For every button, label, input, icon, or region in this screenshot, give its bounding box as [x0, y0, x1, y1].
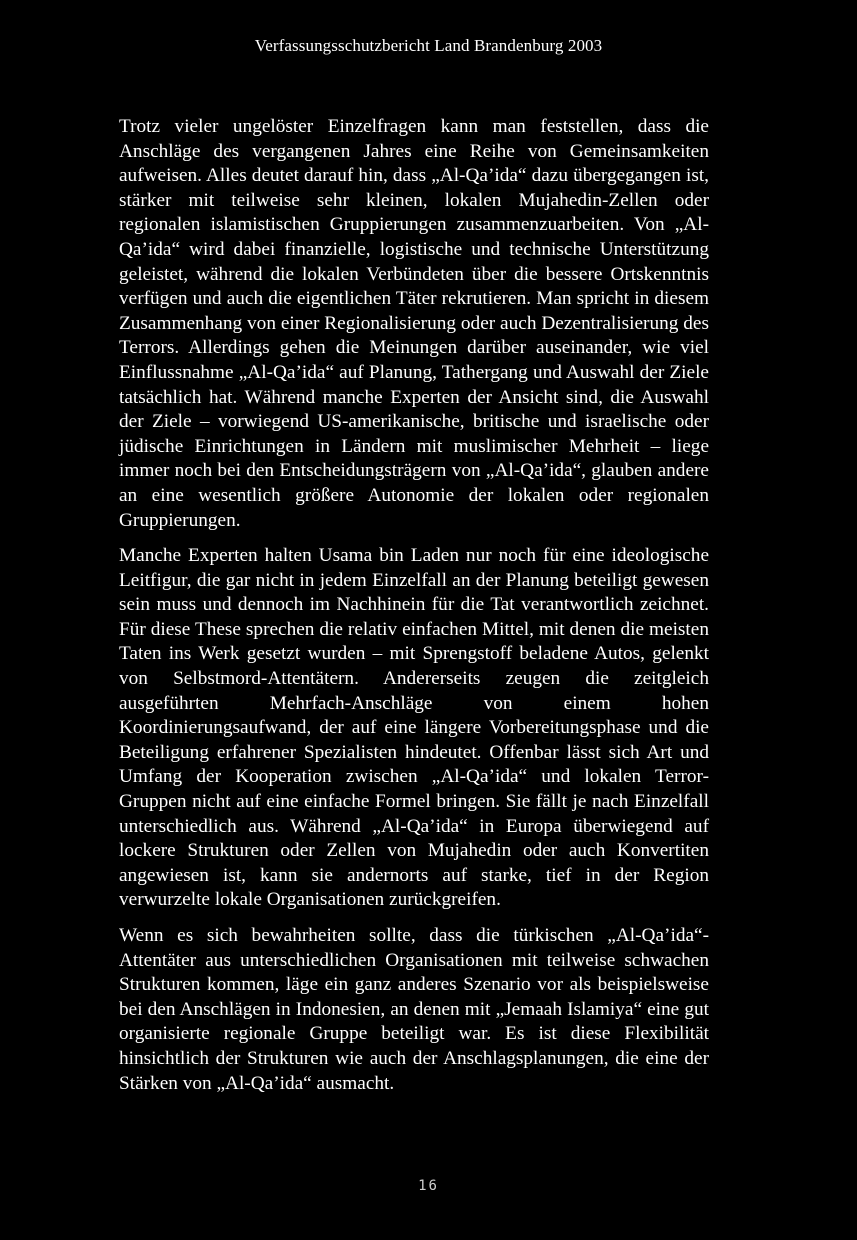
page-number: 16	[418, 1178, 439, 1194]
paragraph-3: Wenn es sich bewahrheiten sollte, dass die türkischen „Al-Qa’ida“-Attentäter aus unterschiedlichen Organisationen mit teilweise schwachen Strukturen kommen, läge ein ganz anderes Szenario vor als beispielsweise bei den Anschlägen in Indonesien, an denen mit „Jemaah Islamiya“ eine gut organisierte regionale Gruppe beteiligt war. Es ist diese Flexibilität hinsichtlich der Strukturen wie auch der Anschlagsplanungen, die eine der Stärken von „Al-Qa’ida“ ausmacht.	[119, 925, 709, 1094]
paragraph-1: Trotz vieler ungelöster Einzelfragen kann man feststellen, dass die Anschläge des vergangenen Jahres eine Reihe von Gemeinsamkeiten aufweisen. Alles deutet darauf hin, dass „Al-Qa’ida“ dazu übergegangen ist, stärker mit teilweise sehr kleinen, lokalen Mujahedin-Zellen oder regionalen islamistischen Gruppierungen zusammenzuarbeiten. Von „Al-Qa’ida“ wird dabei finanzielle, logistische und technische Unterstützung geleistet, während die lokalen Verbündeten über die bessere Ortskenntnis verfügen und auch die eigentlichen Täter rekrutieren. Man spricht in diesem Zusammenhang von einer Regionalisierung oder auch Dezentralisierung des Terrors. Allerdings gehen die Meinungen darüber auseinander, wie viel Einflussnahme „Al-Qa’ida“ auf Planung, Tathergang und Auswahl der Ziele tatsächlich hat. Während manche Experten der Ansicht sind, die Auswahl der Ziele – vorwiegend US-amerikanische, britische und israelische oder jüdische Einrichtungen in Ländern mit muslimischer Mehrheit – liege immer noch bei den Entscheidungsträgern von „Al-Qa’ida“, glauben andere an eine wesentlich größere Autonomie der lokalen oder regionalen Gruppierungen.	[119, 116, 709, 531]
body-text	[119, 115, 709, 1107]
page-header: Verfassungsschutzbericht Land Brandenburg 2003	[254, 36, 603, 55]
paragraph-2: Manche Experten halten Usama bin Laden nur noch für eine ideologische Leitfigur, die gar nicht in jedem Einzelfall an der Planung beteiligt gewesen sein muss und dennoch im Nachhinein für die Tat verantwortlich zeichnet. Für diese These sprechen die relativ einfachen Mittel, mit denen die meisten Taten ins Werk gesetzt wurden – mit Sprengstoff beladene Autos, gelenkt von Selbstmord-Attentätern. Andererseits zeugen die zeitgleich ausgeführten Mehrfach-Anschläge von einem hohen Koordinierungsaufwand, der auf eine längere Vorbereitungsphase und die Beteiligung erfahrener Spezialisten hindeutet. Offenbar lässt sich Art und Umfang der Kooperation zwischen „Al-Qa’ida“ und lokalen Terror-Gruppen nicht auf eine einfache Formel bringen. Sie fällt je nach Einzelfall unterschiedlich aus. Während „Al-Qa’ida“ in Europa überwiegend auf lockere Strukturen oder Zellen von Mujahedin oder auch Konvertiten angewiesen ist, kann sie andernorts auf starke, tief in der Region verwurzelte lokale Organisationen zurückgreifen.	[119, 545, 709, 911]
